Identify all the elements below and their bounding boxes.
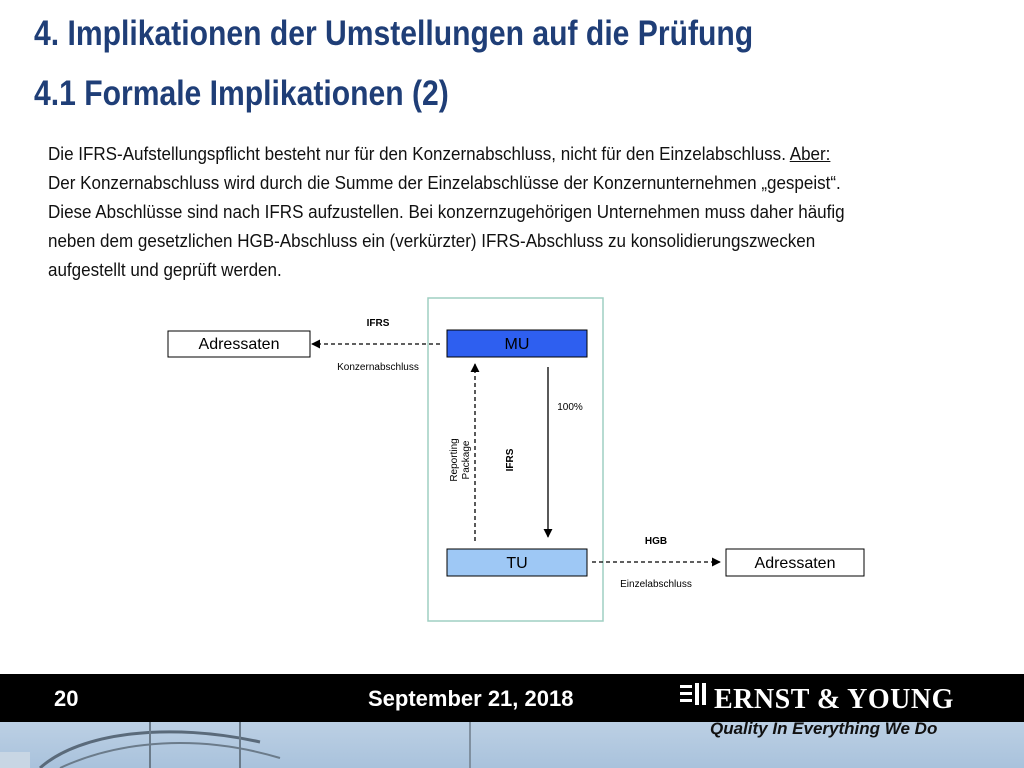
- addressees-label-left: Adressaten: [198, 336, 280, 353]
- slide-title: 4. Implikationen der Umstellungen auf die Prüfung: [34, 14, 754, 53]
- page-number: 20: [54, 686, 79, 711]
- paragraph-line-2: Der Konzernabschluss wird durch die Summe der Einzelabschlüsse der Konzernunternehmen „gespeist“.: [48, 172, 841, 193]
- label-ifrs-vertical: IFRS: [505, 448, 516, 472]
- addressees-label-right: Adressaten: [754, 555, 836, 572]
- label-ifrs-top: IFRS: [366, 318, 390, 329]
- emphasis-aber: Aber:: [789, 143, 831, 164]
- label-package: Package: [461, 440, 472, 480]
- slide-subtitle: 4.1 Formale Implikationen (2): [34, 74, 449, 113]
- label-reporting: Reporting: [449, 438, 460, 482]
- tu-label: TU: [506, 555, 528, 572]
- company-logo: ERNST & YOUNG: [714, 684, 954, 715]
- paragraph-line-1-text: Die IFRS-Aufstellungspflicht besteht nur für den Konzernabschluss, nicht für den Einzelabschluss.: [48, 143, 790, 164]
- paragraph-line-3: Diese Abschlüsse sind nach IFRS aufzustellen. Bei konzernzugehörigen Unternehmen muss daher häufig: [48, 201, 845, 222]
- label-hgb: HGB: [644, 536, 668, 547]
- paragraph-line-4: neben dem gesetzlichen HGB-Abschluss ein (verkürzter) IFRS-Abschluss zu konsolidierungszwecken: [48, 230, 816, 251]
- logo-mark-icon: [680, 681, 710, 714]
- mu-label: MU: [504, 336, 530, 353]
- label-einzelabschluss: Einzelabschluss: [620, 579, 692, 590]
- label-konzernabschluss: Konzernabschluss: [337, 362, 419, 373]
- label-percent: 100%: [557, 402, 583, 413]
- paragraph-line-5: aufgestellt und geprüft werden.: [48, 259, 282, 280]
- footer-date: September 21, 2018: [368, 686, 574, 711]
- tagline: Quality In Everything We Do: [710, 719, 938, 738]
